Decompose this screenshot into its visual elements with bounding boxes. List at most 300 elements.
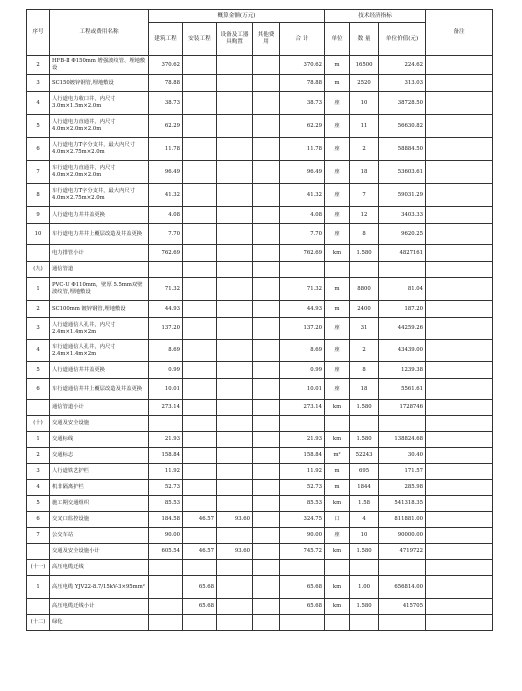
header-seq: 序号 bbox=[27, 10, 50, 56]
total-cost-cell: 8.69 bbox=[280, 340, 325, 362]
table-row bbox=[27, 340, 493, 362]
equipment-cost-cell bbox=[217, 340, 253, 362]
remarks-cell bbox=[426, 318, 493, 340]
building-cost-cell bbox=[149, 599, 183, 615]
equipment-cost-cell bbox=[217, 161, 253, 184]
quantity-cell: 695 bbox=[350, 464, 379, 480]
table-row bbox=[27, 512, 493, 528]
installation-cost-cell: 65.68 bbox=[183, 576, 217, 599]
seq-cell: 1 bbox=[27, 278, 50, 301]
unit-cell: m bbox=[325, 75, 350, 92]
unit-cell: 座 bbox=[325, 379, 350, 400]
seq-cell: 4 bbox=[27, 92, 50, 115]
other-cost-cell bbox=[253, 512, 280, 528]
quantity-cell: 1.580 bbox=[350, 245, 379, 262]
installation-cost-cell bbox=[183, 496, 217, 512]
installation-cost-cell bbox=[183, 262, 217, 278]
name-cell: 车行道通信井井上覆层改造及井盖更换 bbox=[50, 379, 149, 400]
total-cost-cell: 65.68 bbox=[280, 599, 325, 615]
total-cost-cell bbox=[280, 416, 325, 432]
subtotal-row bbox=[27, 544, 493, 560]
name-cell: 通信管道 bbox=[50, 262, 149, 278]
name-cell: 电力排管小计 bbox=[50, 245, 149, 262]
installation-cost-cell bbox=[183, 301, 217, 318]
name-cell: SC150镀锌钢管,埋地敷设 bbox=[50, 75, 149, 92]
unit-cell: 座 bbox=[325, 318, 350, 340]
building-cost-cell: 71.32 bbox=[149, 278, 183, 301]
seq-cell: 8 bbox=[27, 184, 50, 207]
name-cell: 人行道电力T字分支井，最大内尺寸 4.0m×2.75m×2.0m bbox=[50, 138, 149, 161]
equipment-cost-cell bbox=[217, 528, 253, 544]
total-cost-cell: 11.92 bbox=[280, 464, 325, 480]
quantity-cell: 1.580 bbox=[350, 432, 379, 448]
unit-price-cell: 415705 bbox=[379, 599, 426, 615]
quantity-cell: 7 bbox=[350, 184, 379, 207]
seq-cell: 7 bbox=[27, 161, 50, 184]
equipment-cost-cell bbox=[217, 138, 253, 161]
quantity-cell: 1.00 bbox=[350, 576, 379, 599]
remarks-cell bbox=[426, 161, 493, 184]
building-cost-cell: 605.54 bbox=[149, 544, 183, 560]
other-cost-cell bbox=[253, 301, 280, 318]
total-cost-cell: 158.84 bbox=[280, 448, 325, 464]
table-row bbox=[27, 224, 493, 245]
other-cost-cell bbox=[253, 464, 280, 480]
name-cell: HFB-Ⅱ Φ150mm 增强波纹管、埋地敷设 bbox=[50, 56, 149, 75]
other-cost-cell bbox=[253, 448, 280, 464]
quantity-cell: 2 bbox=[350, 340, 379, 362]
quantity-cell bbox=[350, 560, 379, 576]
header-estimate: 概算金额(万元) bbox=[149, 10, 325, 23]
unit-cell: 座 bbox=[325, 224, 350, 245]
remarks-cell bbox=[426, 599, 493, 615]
equipment-cost-cell bbox=[217, 400, 253, 416]
unit-cell: m bbox=[325, 480, 350, 496]
name-cell: 施工期交通组织 bbox=[50, 496, 149, 512]
building-cost-cell bbox=[149, 615, 183, 631]
name-cell: 绿化 bbox=[50, 615, 149, 631]
equipment-cost-cell bbox=[217, 75, 253, 92]
table-row bbox=[27, 496, 493, 512]
building-cost-cell: 96.49 bbox=[149, 161, 183, 184]
other-cost-cell bbox=[253, 75, 280, 92]
remarks-cell bbox=[426, 56, 493, 75]
remarks-cell bbox=[426, 207, 493, 224]
building-cost-cell: 44.93 bbox=[149, 301, 183, 318]
name-cell: 人行道电力收口井，内尺寸3.0m×1.5m×2.0m bbox=[50, 92, 149, 115]
seq-cell: 6 bbox=[27, 379, 50, 400]
quantity-cell: 11 bbox=[350, 115, 379, 138]
seq-cell: (十) bbox=[27, 416, 50, 432]
total-cost-cell: 62.29 bbox=[280, 115, 325, 138]
equipment-cost-cell bbox=[217, 560, 253, 576]
unit-price-cell: 811881.00 bbox=[379, 512, 426, 528]
name-cell: 高压电缆迁线小计 bbox=[50, 599, 149, 615]
total-cost-cell: 96.49 bbox=[280, 161, 325, 184]
table-row bbox=[27, 379, 493, 400]
table-body bbox=[27, 56, 493, 631]
header-unit: 单位 bbox=[325, 23, 350, 56]
installation-cost-cell bbox=[183, 75, 217, 92]
total-cost-cell: 0.99 bbox=[280, 362, 325, 379]
building-cost-cell bbox=[149, 262, 183, 278]
unit-cell: km bbox=[325, 245, 350, 262]
unit-price-cell: 1239.38 bbox=[379, 362, 426, 379]
equipment-cost-cell bbox=[217, 362, 253, 379]
quantity-cell: 1.580 bbox=[350, 544, 379, 560]
unit-price-cell: 53603.61 bbox=[379, 161, 426, 184]
unit-price-cell: 9620.25 bbox=[379, 224, 426, 245]
name-cell: 机非隔离护栏 bbox=[50, 480, 149, 496]
name-cell: SC100mm 镀锌钢管,埋地敷设 bbox=[50, 301, 149, 318]
seq-cell: (十一) bbox=[27, 560, 50, 576]
total-cost-cell: 78.88 bbox=[280, 75, 325, 92]
name-cell: 车行道电力T字分支井，最大内尺寸 4.0m×2.75m×2.0m bbox=[50, 184, 149, 207]
unit-price-cell: 43439.00 bbox=[379, 340, 426, 362]
total-cost-cell bbox=[280, 560, 325, 576]
header-equipment: 设备及工器具购置 bbox=[217, 23, 253, 56]
installation-cost-cell: 46.57 bbox=[183, 512, 217, 528]
estimate-table bbox=[26, 9, 493, 631]
building-cost-cell: 52.73 bbox=[149, 480, 183, 496]
unit-cell: 座 bbox=[325, 207, 350, 224]
unit-price-cell: 90000.00 bbox=[379, 528, 426, 544]
table-row bbox=[27, 318, 493, 340]
other-cost-cell bbox=[253, 318, 280, 340]
seq-cell: 2 bbox=[27, 56, 50, 75]
seq-cell: 6 bbox=[27, 512, 50, 528]
other-cost-cell bbox=[253, 245, 280, 262]
equipment-cost-cell bbox=[217, 464, 253, 480]
installation-cost-cell bbox=[183, 464, 217, 480]
total-cost-cell: 44.93 bbox=[280, 301, 325, 318]
seq-cell: 5 bbox=[27, 496, 50, 512]
name-cell: 交通及安全设施小计 bbox=[50, 544, 149, 560]
equipment-cost-cell bbox=[217, 301, 253, 318]
unit-price-cell: 285.98 bbox=[379, 480, 426, 496]
seq-cell: 5 bbox=[27, 362, 50, 379]
installation-cost-cell bbox=[183, 480, 217, 496]
unit-price-cell: 541318.35 bbox=[379, 496, 426, 512]
building-cost-cell: 78.88 bbox=[149, 75, 183, 92]
remarks-cell bbox=[426, 245, 493, 262]
unit-price-cell: 187.20 bbox=[379, 301, 426, 318]
building-cost-cell: 8.69 bbox=[149, 340, 183, 362]
total-cost-cell: 11.78 bbox=[280, 138, 325, 161]
total-cost-cell: 90.00 bbox=[280, 528, 325, 544]
installation-cost-cell bbox=[183, 138, 217, 161]
other-cost-cell bbox=[253, 496, 280, 512]
unit-cell: m bbox=[325, 464, 350, 480]
header-other: 其他费用 bbox=[253, 23, 280, 56]
equipment-cost-cell bbox=[217, 184, 253, 207]
header-total: 合 计 bbox=[280, 23, 325, 56]
unit-cell: 座 bbox=[325, 184, 350, 207]
remarks-cell bbox=[426, 184, 493, 207]
total-cost-cell: 273.14 bbox=[280, 400, 325, 416]
unit-price-cell: 224.62 bbox=[379, 56, 426, 75]
building-cost-cell bbox=[149, 560, 183, 576]
table-row bbox=[27, 161, 493, 184]
table-row bbox=[27, 362, 493, 379]
installation-cost-cell bbox=[183, 528, 217, 544]
unit-price-cell: 56630.82 bbox=[379, 115, 426, 138]
table-row bbox=[27, 92, 493, 115]
total-cost-cell: 52.73 bbox=[280, 480, 325, 496]
installation-cost-cell bbox=[183, 448, 217, 464]
equipment-cost-cell bbox=[217, 245, 253, 262]
unit-cell: km bbox=[325, 599, 350, 615]
total-cost-cell bbox=[280, 262, 325, 278]
remarks-cell bbox=[426, 448, 493, 464]
building-cost-cell bbox=[149, 576, 183, 599]
quantity-cell bbox=[350, 416, 379, 432]
unit-cell bbox=[325, 615, 350, 631]
building-cost-cell bbox=[149, 416, 183, 432]
remarks-cell bbox=[426, 512, 493, 528]
equipment-cost-cell bbox=[217, 278, 253, 301]
installation-cost-cell bbox=[183, 318, 217, 340]
seq-cell: 6 bbox=[27, 138, 50, 161]
building-cost-cell: 762.69 bbox=[149, 245, 183, 262]
seq-cell: 2 bbox=[27, 448, 50, 464]
subtotal-row bbox=[27, 599, 493, 615]
total-cost-cell: 10.01 bbox=[280, 379, 325, 400]
seq-cell: 4 bbox=[27, 480, 50, 496]
unit-price-cell: 59031.29 bbox=[379, 184, 426, 207]
name-cell: 人行道铁艺护栏 bbox=[50, 464, 149, 480]
unit-cell: km bbox=[325, 432, 350, 448]
equipment-cost-cell: 93.60 bbox=[217, 512, 253, 528]
unit-price-cell: 313.03 bbox=[379, 75, 426, 92]
unit-price-cell: 1728746 bbox=[379, 400, 426, 416]
unit-price-cell: 3403.33 bbox=[379, 207, 426, 224]
header-installation: 安装工程 bbox=[183, 23, 217, 56]
remarks-cell bbox=[426, 464, 493, 480]
table-row bbox=[27, 464, 493, 480]
quantity-cell: 10 bbox=[350, 528, 379, 544]
building-cost-cell: 273.14 bbox=[149, 400, 183, 416]
unit-cell: m bbox=[325, 301, 350, 318]
header-tech: 技术经济指标 bbox=[325, 10, 426, 23]
unit-cell: km bbox=[325, 400, 350, 416]
quantity-cell bbox=[350, 615, 379, 631]
quantity-cell: 1.580 bbox=[350, 400, 379, 416]
installation-cost-cell bbox=[183, 560, 217, 576]
equipment-cost-cell bbox=[217, 318, 253, 340]
other-cost-cell bbox=[253, 480, 280, 496]
name-cell: 高压电缆 YJV22-8.7/15kV-3×95mm² bbox=[50, 576, 149, 599]
seq-cell: (十二) bbox=[27, 615, 50, 631]
unit-price-cell: 58884.50 bbox=[379, 138, 426, 161]
name-cell: 交通及安全设施 bbox=[50, 416, 149, 432]
building-cost-cell: 0.99 bbox=[149, 362, 183, 379]
table-row bbox=[27, 115, 493, 138]
unit-price-cell: 38728.50 bbox=[379, 92, 426, 115]
seq-cell: 10 bbox=[27, 224, 50, 245]
total-cost-cell: 65.68 bbox=[280, 576, 325, 599]
quantity-cell: 2520 bbox=[350, 75, 379, 92]
building-cost-cell: 38.73 bbox=[149, 92, 183, 115]
seq-cell: 7 bbox=[27, 528, 50, 544]
remarks-cell bbox=[426, 362, 493, 379]
unit-price-cell: 4719722 bbox=[379, 544, 426, 560]
unit-cell: km bbox=[325, 544, 350, 560]
table-row bbox=[27, 576, 493, 599]
building-cost-cell: 85.53 bbox=[149, 496, 183, 512]
remarks-cell bbox=[426, 615, 493, 631]
equipment-cost-cell bbox=[217, 224, 253, 245]
table-row bbox=[27, 528, 493, 544]
name-cell: 交叉口监控设施 bbox=[50, 512, 149, 528]
name-cell: 人行道通信人孔井，内尺寸2.4m×1.4m×2m bbox=[50, 318, 149, 340]
remarks-cell bbox=[426, 92, 493, 115]
equipment-cost-cell bbox=[217, 379, 253, 400]
installation-cost-cell bbox=[183, 92, 217, 115]
table-row bbox=[27, 56, 493, 75]
seq-cell: 5 bbox=[27, 115, 50, 138]
name-cell: 交通标线 bbox=[50, 432, 149, 448]
remarks-cell bbox=[426, 528, 493, 544]
unit-price-cell bbox=[379, 560, 426, 576]
unit-cell: km bbox=[325, 496, 350, 512]
building-cost-cell: 4.08 bbox=[149, 207, 183, 224]
remarks-cell bbox=[426, 432, 493, 448]
installation-cost-cell bbox=[183, 115, 217, 138]
table-row bbox=[27, 301, 493, 318]
quantity-cell: 10 bbox=[350, 92, 379, 115]
header-name: 工程或费用名称 bbox=[50, 10, 149, 56]
other-cost-cell bbox=[253, 416, 280, 432]
building-cost-cell: 21.93 bbox=[149, 432, 183, 448]
unit-cell bbox=[325, 416, 350, 432]
total-cost-cell: 137.20 bbox=[280, 318, 325, 340]
installation-cost-cell bbox=[183, 416, 217, 432]
other-cost-cell bbox=[253, 224, 280, 245]
unit-price-cell: 4827161 bbox=[379, 245, 426, 262]
header-qty: 数 量 bbox=[350, 23, 379, 56]
other-cost-cell bbox=[253, 262, 280, 278]
equipment-cost-cell bbox=[217, 207, 253, 224]
unit-cell bbox=[325, 560, 350, 576]
remarks-cell bbox=[426, 400, 493, 416]
remarks-cell bbox=[426, 340, 493, 362]
unit-price-cell: 656814.00 bbox=[379, 576, 426, 599]
total-cost-cell: 71.32 bbox=[280, 278, 325, 301]
quantity-cell: 31 bbox=[350, 318, 379, 340]
building-cost-cell: 137.20 bbox=[149, 318, 183, 340]
total-cost-cell: 85.53 bbox=[280, 496, 325, 512]
name-cell: PVC-U Φ110mm，壁厚 5.5mm双壁波纹管,埋地敷设 bbox=[50, 278, 149, 301]
unit-cell bbox=[325, 262, 350, 278]
unit-cell: m² bbox=[325, 448, 350, 464]
installation-cost-cell bbox=[183, 56, 217, 75]
unit-price-cell: 30.40 bbox=[379, 448, 426, 464]
other-cost-cell bbox=[253, 432, 280, 448]
name-cell: 人行道通信井井盖更换 bbox=[50, 362, 149, 379]
unit-cell: km bbox=[325, 576, 350, 599]
name-cell: 车行道电力井井上覆层改造及井盖更换 bbox=[50, 224, 149, 245]
seq-cell: 3 bbox=[27, 75, 50, 92]
total-cost-cell bbox=[280, 615, 325, 631]
quantity-cell: 12 bbox=[350, 207, 379, 224]
remarks-cell bbox=[426, 379, 493, 400]
table-row bbox=[27, 207, 493, 224]
quantity-cell: 2 bbox=[350, 138, 379, 161]
remarks-cell bbox=[426, 224, 493, 245]
quantity-cell: 8 bbox=[350, 224, 379, 245]
building-cost-cell: 11.78 bbox=[149, 138, 183, 161]
unit-cell: 座 bbox=[325, 362, 350, 379]
seq-cell: 1 bbox=[27, 576, 50, 599]
seq-cell bbox=[27, 245, 50, 262]
other-cost-cell bbox=[253, 544, 280, 560]
quantity-cell: 1.58 bbox=[350, 496, 379, 512]
seq-cell bbox=[27, 544, 50, 560]
remarks-cell bbox=[426, 496, 493, 512]
quantity-cell: 4 bbox=[350, 512, 379, 528]
section-row bbox=[27, 416, 493, 432]
unit-price-cell: 44259.26 bbox=[379, 318, 426, 340]
header-building: 建筑工程 bbox=[149, 23, 183, 56]
building-cost-cell: 90.00 bbox=[149, 528, 183, 544]
quantity-cell bbox=[350, 262, 379, 278]
other-cost-cell bbox=[253, 400, 280, 416]
total-cost-cell: 745.72 bbox=[280, 544, 325, 560]
remarks-cell bbox=[426, 544, 493, 560]
total-cost-cell: 4.08 bbox=[280, 207, 325, 224]
other-cost-cell bbox=[253, 138, 280, 161]
installation-cost-cell: 65.68 bbox=[183, 599, 217, 615]
quantity-cell: 1.580 bbox=[350, 599, 379, 615]
remarks-cell bbox=[426, 560, 493, 576]
total-cost-cell: 21.93 bbox=[280, 432, 325, 448]
seq-cell: 2 bbox=[27, 301, 50, 318]
building-cost-cell: 10.01 bbox=[149, 379, 183, 400]
unit-cell: m bbox=[325, 278, 350, 301]
equipment-cost-cell bbox=[217, 480, 253, 496]
other-cost-cell bbox=[253, 528, 280, 544]
equipment-cost-cell bbox=[217, 115, 253, 138]
unit-price-cell: 81.04 bbox=[379, 278, 426, 301]
table-header bbox=[27, 10, 493, 56]
building-cost-cell: 158.84 bbox=[149, 448, 183, 464]
table-row bbox=[27, 432, 493, 448]
equipment-cost-cell bbox=[217, 448, 253, 464]
name-cell: 车行道电力直通井，内尺寸4.0m×2.0m×2.0m bbox=[50, 161, 149, 184]
equipment-cost-cell: 93.60 bbox=[217, 544, 253, 560]
remarks-cell bbox=[426, 301, 493, 318]
seq-cell: 1 bbox=[27, 432, 50, 448]
installation-cost-cell bbox=[183, 379, 217, 400]
installation-cost-cell bbox=[183, 615, 217, 631]
remarks-cell bbox=[426, 576, 493, 599]
other-cost-cell bbox=[253, 340, 280, 362]
equipment-cost-cell bbox=[217, 416, 253, 432]
equipment-cost-cell bbox=[217, 56, 253, 75]
building-cost-cell: 62.29 bbox=[149, 115, 183, 138]
other-cost-cell bbox=[253, 115, 280, 138]
quantity-cell: 1844 bbox=[350, 480, 379, 496]
other-cost-cell bbox=[253, 560, 280, 576]
seq-cell bbox=[27, 400, 50, 416]
installation-cost-cell bbox=[183, 278, 217, 301]
subtotal-row bbox=[27, 400, 493, 416]
other-cost-cell bbox=[253, 92, 280, 115]
installation-cost-cell bbox=[183, 340, 217, 362]
unit-cell: m bbox=[325, 56, 350, 75]
quantity-cell: 18 bbox=[350, 379, 379, 400]
